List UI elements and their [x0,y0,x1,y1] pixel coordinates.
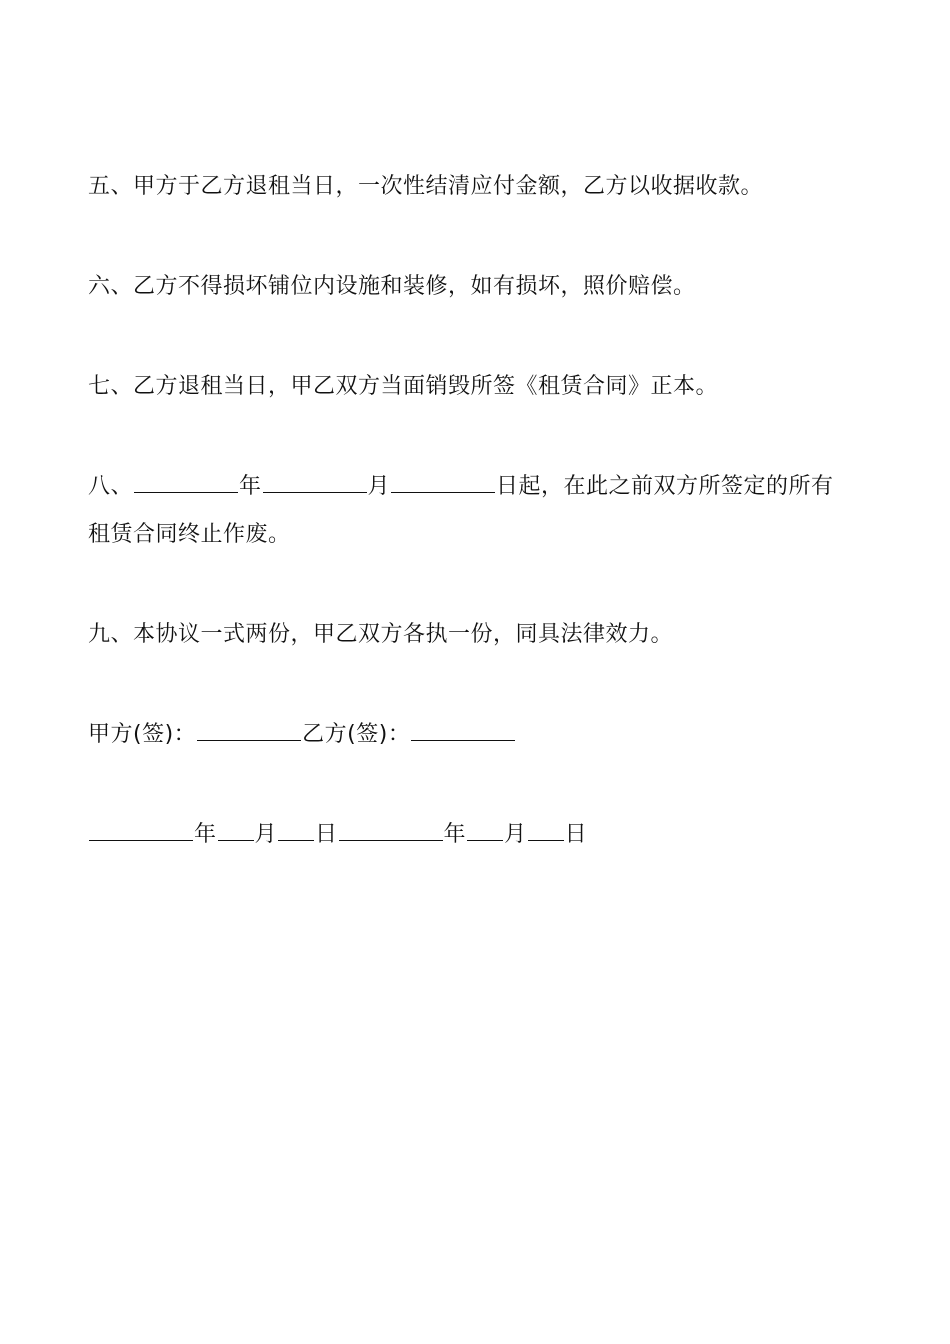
party-a-day-label: 日 [315,822,338,847]
party-b-label: 乙方(签)： [302,722,411,747]
clause-8-suffix: 日起，在此之前双方所签定的所有 [496,474,834,499]
clause-8-year-label: 年 [239,474,262,499]
party-a-year-blank[interactable] [89,818,193,841]
clause-5: 五、甲方于乙方退租当日，一次性结清应付金额，乙方以收据收款。 [88,174,764,199]
blank-month[interactable] [263,470,367,493]
date-line [88,818,587,850]
clause-7: 七、乙方退租当日，甲乙双方当面销毁所签《租赁合同》正本。 [88,374,719,399]
party-b-day-label: 日 [564,822,588,847]
party-a-label: 甲方(签)： [88,722,197,747]
blank-day[interactable] [391,470,495,493]
party-b-month-blank[interactable] [467,818,503,841]
clause-8-month-label: 月 [367,474,391,499]
clause-6: 六、乙方不得损坏铺位内设施和装修，如有损坏，照价赔偿。 [88,274,696,299]
party-b-year-label: 年 [443,822,467,847]
party-b-signature-blank[interactable] [411,718,515,741]
clause-8-line-2: 租赁合同终止作废。 [88,522,291,547]
party-a-signature-blank[interactable] [197,718,301,741]
party-a-year-label: 年 [194,822,217,847]
party-b-month-label: 月 [504,822,527,847]
clause-9: 九、本协议一式两份，甲乙双方各执一份，同具法律效力。 [88,622,674,647]
party-a-month-label: 月 [254,822,278,847]
clause-8-line-1 [88,470,834,502]
party-a-day-blank[interactable] [278,818,314,841]
party-b-year-blank[interactable] [339,818,443,841]
blank-year[interactable] [134,470,238,493]
party-a-month-blank[interactable] [218,818,254,841]
clause-8-prefix: 八、 [88,474,134,499]
signature-line [88,718,516,750]
party-b-day-blank[interactable] [528,818,564,841]
